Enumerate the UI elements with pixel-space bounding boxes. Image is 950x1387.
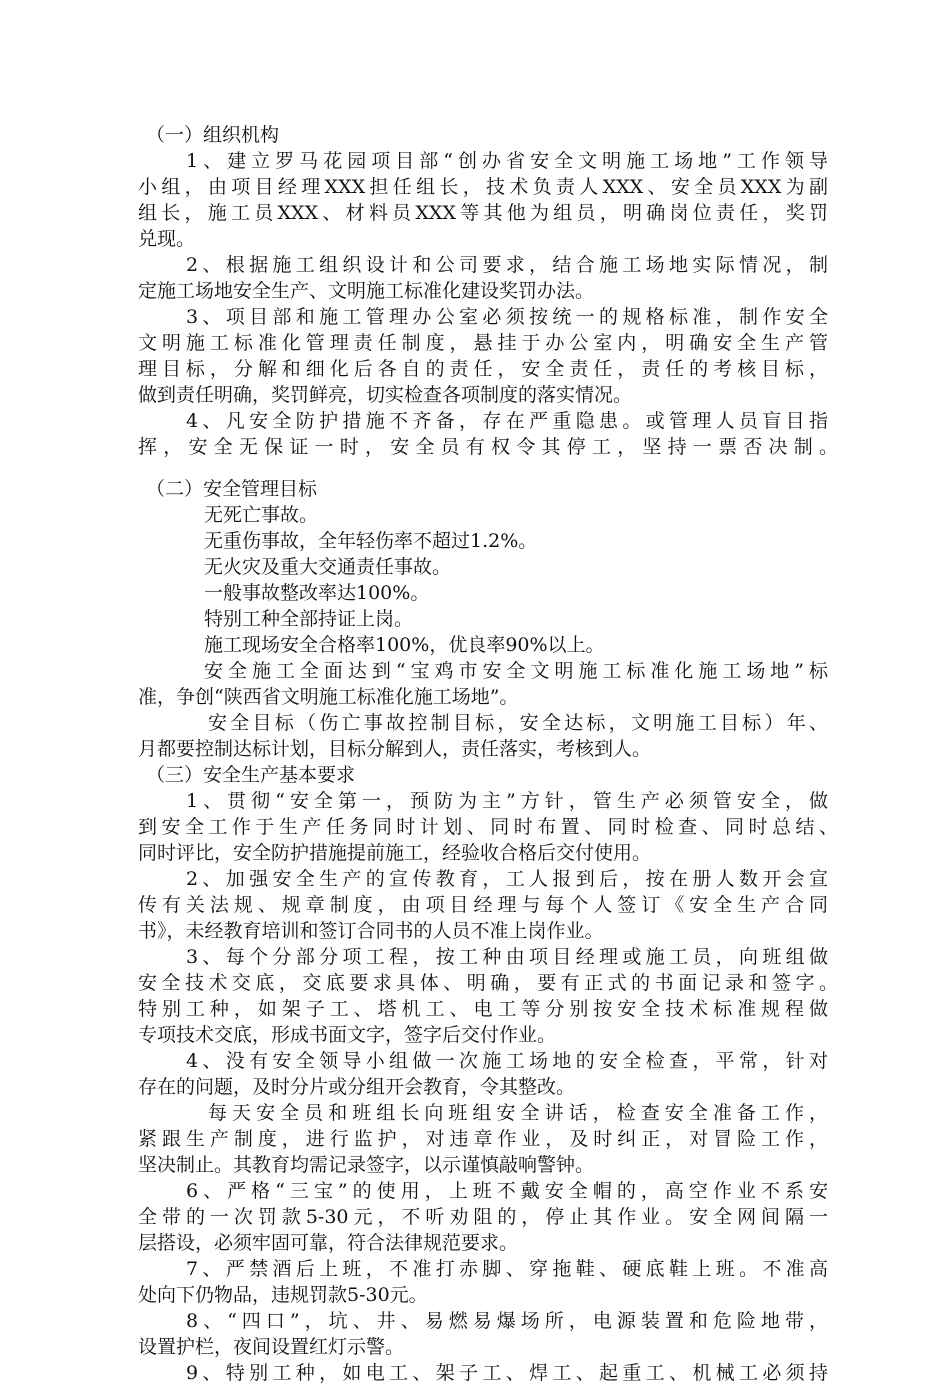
paragraph-line: 同时评比，安全防护措施提前施工，经验收合格后交付使用。 [138, 842, 652, 864]
paragraph-line: 存在的问题，及时分片或分组开会教育，令其整改。 [138, 1076, 576, 1098]
paragraph-line: 小组，由项目经理XXX担任组长，技术负责人XXX、安全员XXX为副 [138, 176, 828, 198]
paragraph-line: 设置护栏，夜间设置红灯示警。 [138, 1336, 405, 1358]
paragraph-line: 挥，安全无保证一时，安全员有权令其停工，坚持一票否决制。 [138, 436, 838, 458]
paragraph-line: 4、凡安全防护措施不齐备，存在严重隐患。或管理人员盲目指 [186, 410, 828, 432]
paragraph-line: 书》，未经教育培训和签订合同书的人员不准上岗作业。 [138, 920, 604, 942]
paragraph-line: 特别工种，如架子工、塔机工、电工等分别按安全技术标准规程做 [138, 998, 828, 1020]
paragraph-line: 坚决制止。其教育均需记录签字，以示谨慎敲响警钟。 [138, 1154, 595, 1176]
paragraph-line: 专项技术交底，形成书面文字，签字后交付作业。 [138, 1024, 557, 1046]
paragraph-line: 安全目标（伤亡事故控制目标，安全达标，文明施工目标）年、 [208, 712, 828, 734]
paragraph-line: 安全技术交底，交底要求具体、明确，要有正式的书面记录和签字。 [138, 972, 838, 994]
paragraph-line: 2、加强安全生产的宣传教育，工人报到后，按在册人数开会宣 [186, 868, 828, 890]
paragraph-line: 传有关法规、规章制度，由项目经理与每个人签订《安全生产合同 [138, 894, 828, 916]
paragraph-line: 1、贯彻“安全第一，预防为主”方针，管生产必须管安全，做 [186, 790, 828, 812]
paragraph-line: 准，争创“陕西省文明施工标准化施工场地”。 [138, 686, 519, 708]
paragraph-line: 全带的一次罚款5-30元，不听劝阻的，停止其作业。安全网间隔一 [138, 1206, 828, 1228]
paragraph-line: 紧跟生产制度，进行监护，对违章作业，及时纠正，对冒险工作， [138, 1128, 828, 1150]
paragraph-line: 1、建立罗马花园项目部“创办省安全文明施工场地”工作领导 [186, 150, 828, 172]
paragraph-line: 8、“四口”，坑、井、易燃易爆场所，电源装置和危险地带， [186, 1310, 828, 1332]
paragraph-line: 定施工场地安全生产、文明施工标准化建设奖罚办法。 [138, 280, 595, 302]
paragraph-line: 安全施工全面达到“宝鸡市安全文明施工标准化施工场地”标 [204, 660, 828, 682]
goal-item: 无重伤事故，全年轻伤率不超过1.2%。 [204, 530, 538, 552]
paragraph-line: 组长，施工员XXX、材料员XXX等其他为组员，明确岗位责任，奖罚 [138, 202, 828, 224]
paragraph-line: 做到责任明确，奖罚鲜亮，切实检查各项制度的落实情况。 [138, 384, 633, 406]
goal-item: 施工现场安全合格率100%，优良率90%以上。 [204, 634, 605, 656]
goal-item: 无火灾及重大交通责任事故。 [204, 556, 452, 578]
section-heading-goals: （二）安全管理目标 [146, 478, 318, 500]
paragraph-line: 兑现。 [138, 228, 196, 250]
section-heading-org: （一）组织机构 [146, 124, 280, 146]
paragraph-line: 到安全工作于生产任务同时计划、同时布置、同时检查、同时总结、 [138, 816, 838, 838]
paragraph-line: 每天安全员和班组长向班组安全讲话，检查安全准备工作， [208, 1102, 828, 1124]
paragraph-line: 4、没有安全领导小组做一次施工场地的安全检查，平常，针对 [186, 1050, 828, 1072]
paragraph-line: 7、严禁酒后上班，不准打赤脚、穿拖鞋、硬底鞋上班。不准高 [186, 1258, 828, 1280]
goal-item: 一般事故整改率达100%。 [204, 582, 430, 604]
paragraph-line: 2、根据施工组织设计和公司要求，结合施工场地实际情况，制 [186, 254, 828, 276]
paragraph-line: 3、每个分部分项工程，按工种由项目经理或施工员，向班组做 [186, 946, 828, 968]
goal-item: 特别工种全部持证上岗。 [204, 608, 414, 630]
paragraph-line: 6、严格“三宝”的使用，上班不戴安全帽的，高空作业不系安 [186, 1180, 828, 1202]
paragraph-line: 理目标，分解和细化后各自的责任，安全责任，责任的考核目标， [138, 358, 828, 380]
paragraph-line: 处向下仍物品，违规罚款5-30元。 [138, 1284, 428, 1306]
paragraph-line: 月都要控制达标计划，目标分解到人，责任落实，考核到人。 [138, 738, 652, 760]
section-heading-requirements: （三）安全生产基本要求 [146, 764, 356, 786]
paragraph-line: 层搭设，必须牢固可靠，符合法律规范要求。 [138, 1232, 519, 1254]
goal-item: 无死亡事故。 [204, 504, 319, 526]
paragraph-line: 9、特别工种，如电工、架子工、焊工、起重工、机械工必须持 [186, 1362, 828, 1384]
paragraph-line: 文明施工标准化管理责任制度，悬挂于办公室内，明确安全生产管 [138, 332, 828, 354]
paragraph-line: 3、项目部和施工管理办公室必须按统一的规格标准，制作安全 [186, 306, 828, 328]
